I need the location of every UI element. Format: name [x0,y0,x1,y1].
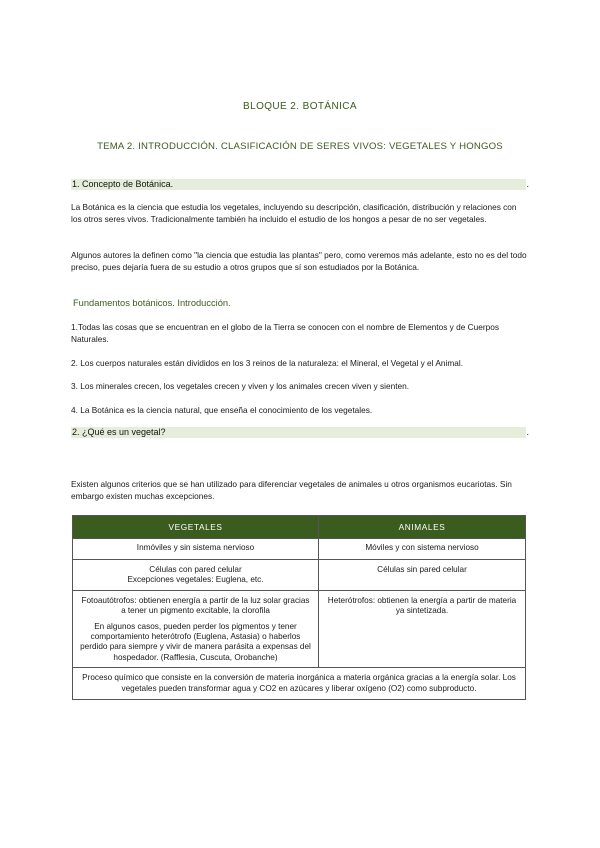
cell-text: Inmóviles y sin sistema nervioso [136,543,255,552]
paragraph-criteria: Existen algunos criterios que se han utilizado para diferenciar vegetales de animales u otros organismos eucariotas. Sin embargo existen muchas excepciones. [71,479,512,501]
block-title: BLOQUE 2. BOTÁNICA [243,101,357,112]
topic-title: TEMA 2. INTRODUCCIÓN. CLASIFICACIÓN DE SERES VIVOS: VEGETALES Y HONGOS [97,141,503,152]
cell-vegetales-movement [73,539,319,560]
table-header-row [73,516,526,539]
cell-text: Móviles y con sistema nervioso [365,543,479,552]
table-row [73,560,526,591]
point-2: 2. Los cuerpos naturales están divididos en los 3 reinos de la naturaleza: el Mineral, el Vegetal y el Animal. [71,358,464,368]
section-2-title: 2. ¿Qué es un vegetal? [72,427,166,437]
cell-text: Excepciones vegetales: Euglena, etc. [127,575,264,585]
point-1: 1.Todas las cosas que se encuentran en el globo de la Tierra se conocen con el nombre de Elementos y de Cuerpos Naturales. [71,322,500,344]
paragraph-definition: La Botánica es la ciencia que estudia los vegetales, incluyendo su descripción, clasificación, distribución y relaciones con los otros seres vivos. Tradicionalmente también ha incluido el estudio de los hongos a pesar de no ser vegetales. [71,202,517,224]
header-vegetales: VEGETALES [73,516,319,539]
point-3: 3. Los minerales crecen, los vegetales crecen y viven y los animales crecen viven y sienten. [71,381,410,391]
section-1-heading [71,179,529,190]
cell-text: Heterótrofos: obtienen la energía a partir de materia ya sintetizada. [327,595,517,616]
comparison-table [72,515,526,700]
cell-animales-movement [319,539,526,560]
point-4: 4. La Botánica es la ciencia natural, que enseña el conocimiento de los vegetales. [71,405,373,415]
cell-text: Células sin pared celular [377,565,467,574]
cell-vegetales-wall [73,560,319,591]
paragraph-authors: Algunos autores la definen como "la ciencia que estudia las plantas" pero, como veremos más adelante, esto no es del todo preciso, pues dejaría fuera de su estudio a otros grupos que sí son estudiados por la Botánica. [71,250,527,272]
subheading-fundamentos: Fundamentos botánicos. Introducción. [73,298,231,308]
cell-animales-nutrition [319,590,526,667]
table-row [73,539,526,560]
cell-animales-wall [319,560,526,591]
section-1-title: 1. Concepto de Botánica. [72,179,174,189]
table-row [73,590,526,667]
cell-vegetales-nutrition [73,590,319,667]
cell-text: Células con pared celular [149,565,242,574]
table-row [73,668,526,700]
cell-text: En algunos casos, pueden perder los pigmentos y tener comportamiento heterótrofo (Euglena, Astasia) o haberlos perdido para siempre y vivir de manera parásita a expensas del hospedador. (Rafflesia, Cuscuta, Orobanche) [80,621,311,662]
cell-photosynthesis-note [73,668,526,700]
section-2-heading [71,427,529,438]
cell-text: Fotoautótrofos: obtienen energía a partir de la luz solar gracias a tener un pigmento excitable, la clorofila [81,595,310,616]
section-2-dot: . [526,427,529,437]
section-1-dot: . [526,179,529,189]
header-animales: ANIMALES [319,516,526,539]
cell-text: Proceso químico que consiste en la conversión de materia inorgánica a materia orgánica gracias a la energía solar. Los vegetales pueden transformar agua y CO2 en azúcares y liberar oxígeno (O2) como subproducto. [82,673,516,693]
